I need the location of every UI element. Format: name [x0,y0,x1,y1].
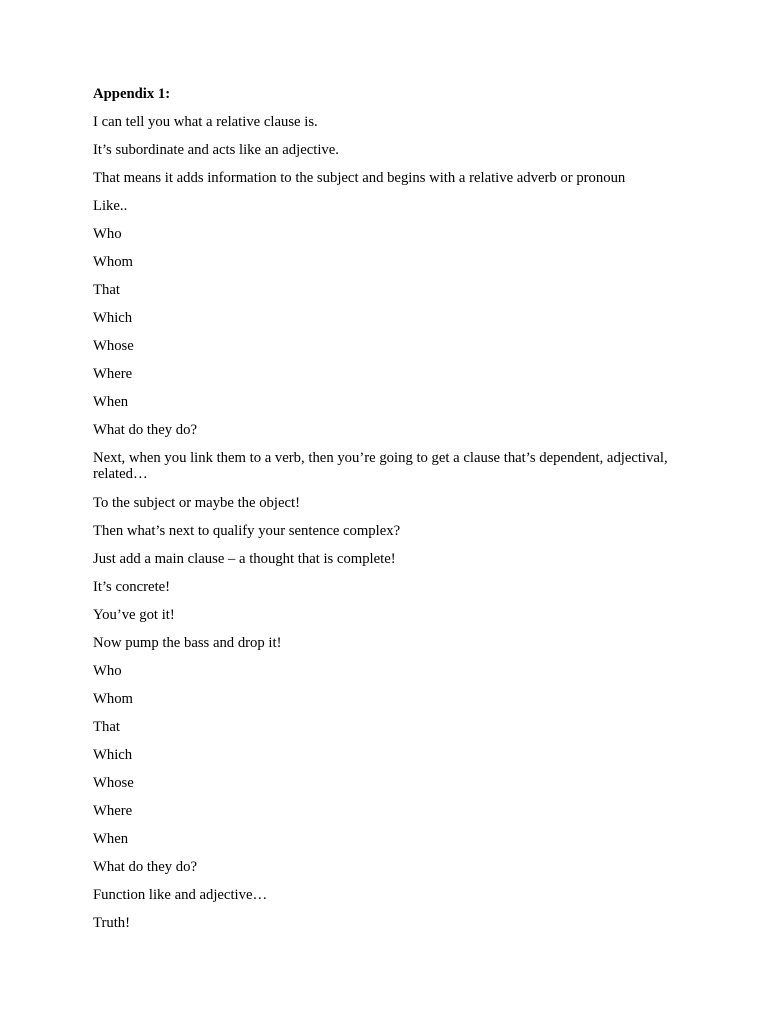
text-line: Which [93,747,133,763]
text-line: Where [93,366,133,382]
text-line: It’s concrete! [93,579,171,595]
text-line: Whom [93,254,133,270]
text-line: Whose [93,775,134,791]
text-line: When [93,831,129,847]
text-line: To the subject or maybe the object! [93,495,300,511]
appendix-title: Appendix 1: [93,86,171,102]
text-line: Who [93,663,122,679]
text-line: Function like and adjective… [93,887,268,903]
text-line: That [93,719,120,735]
text-line: That [93,282,120,298]
text-line: It’s subordinate and acts like an adjective. [93,142,339,158]
text-line: Like.. [93,198,128,214]
text-line: Who [93,226,122,242]
text-line: I can tell you what a relative clause is. [93,114,318,130]
document-page [93,86,683,943]
text-line: Whom [93,691,133,707]
text-line: You’ve got it! [93,607,175,623]
text-line: That means it adds information to the subject and begins with a relative adverb or pronoun [93,170,626,186]
text-line: Then what’s next to qualify your sentence complex? [93,523,401,539]
text-line: Just add a main clause – a thought that is complete! [93,551,396,567]
text-line: Truth! [93,915,131,931]
text-line: Next, when you link them to a verb, then you’re going to get a clause that’s dependent, adjectival, related… [93,450,668,482]
text-line: What do they do? [93,422,198,438]
text-line: What do they do? [93,859,198,875]
text-line: Which [93,310,133,326]
text-line: Whose [93,338,134,354]
text-line: When [93,394,129,410]
text-line: Now pump the bass and drop it! [93,635,282,651]
text-line: Where [93,803,133,819]
